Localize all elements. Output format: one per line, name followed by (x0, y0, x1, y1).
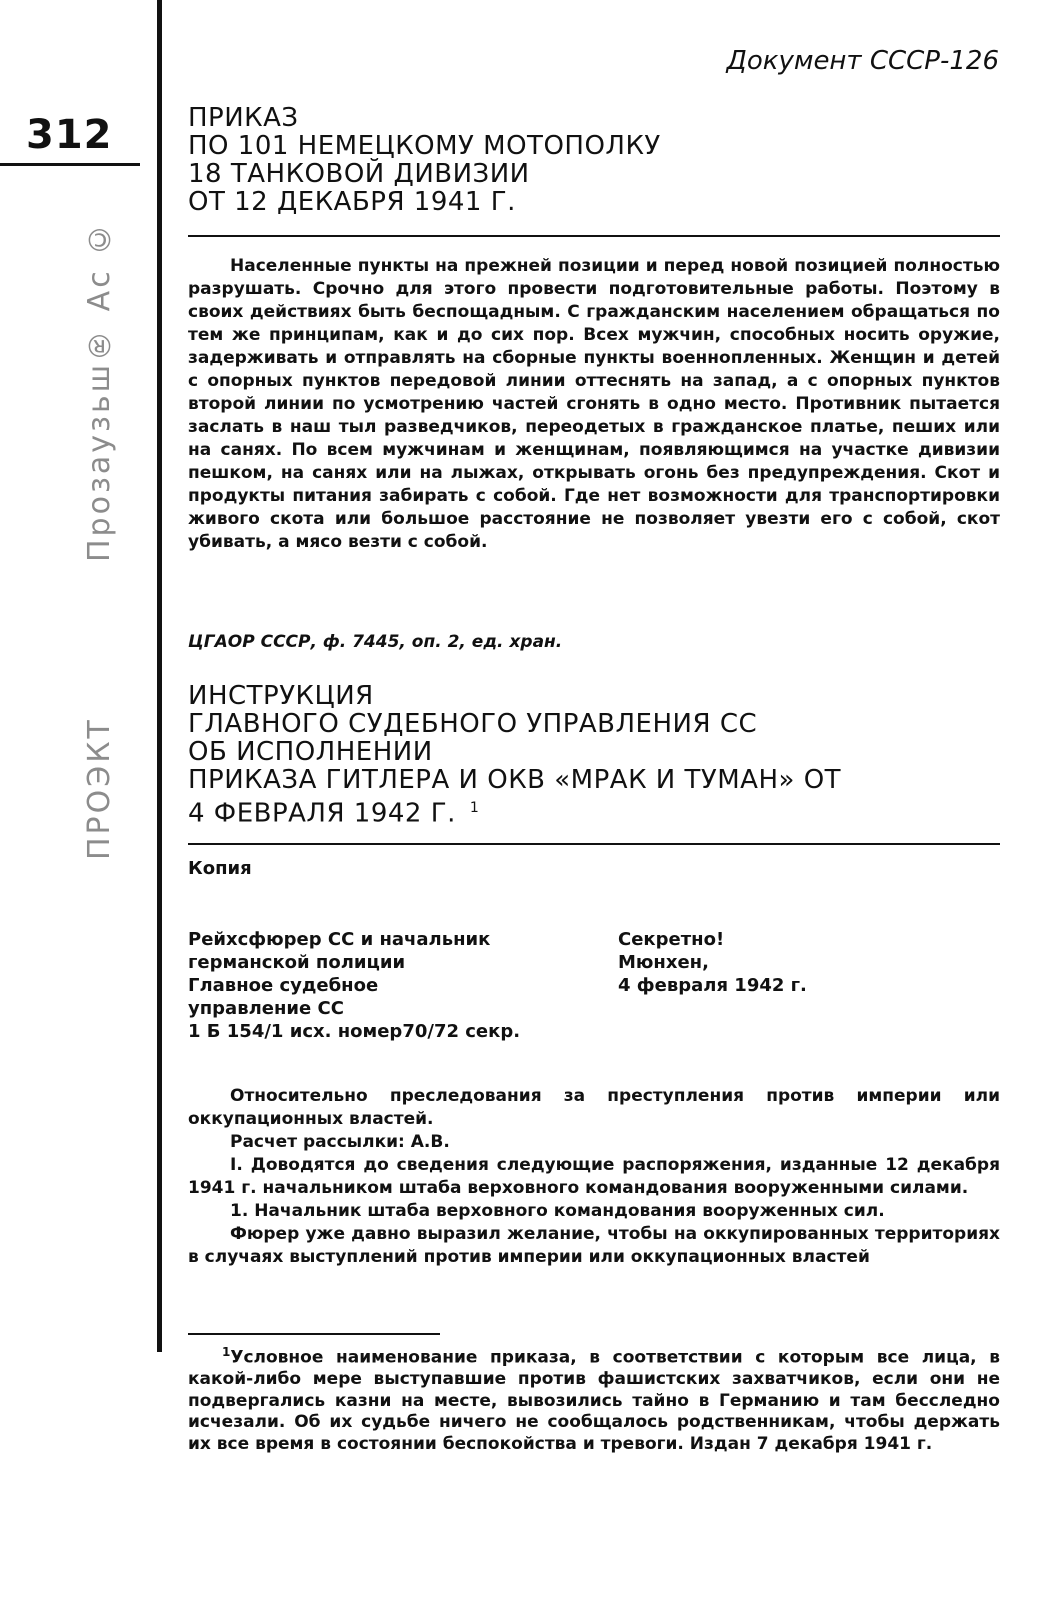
page-number: 312 (26, 112, 113, 158)
doc2-title-line: ГЛАВНОГО СУДЕБНОГО УПРАВЛЕНИЯ СС (188, 709, 758, 739)
secrecy-block (618, 928, 807, 997)
doc2-title-footnote-mark: 1 (469, 800, 480, 816)
doc2-paragraph: Относительно преследования за преступления против империи или оккупационных властей. (188, 1086, 1000, 1129)
sender-block (188, 928, 520, 1043)
sender-line: управление СС (188, 998, 344, 1019)
secrecy-line: Секретно! (618, 929, 725, 950)
doc2-title-date: 4 ФЕВРАЛЯ 1942 Г. (188, 798, 456, 829)
doc1-title-line: 18 ТАНКОВОЙ ДИВИЗИИ (188, 159, 530, 189)
doc2-body (188, 1085, 1000, 1269)
doc2-title-line: ПРИКАЗА ГИТЛЕРА И ОКВ «МРАК И ТУМАН» ОТ (188, 765, 842, 795)
document-reference: Документ СССР-126 (726, 46, 999, 76)
doc1-archive-source: ЦГАОР СССР, ф. 7445, оп. 2, ед. хран. (188, 632, 563, 652)
sender-line: Главное судебное (188, 975, 379, 996)
margin-stamp-bottom: ПРОЭКТ (82, 717, 117, 860)
secrecy-line: Мюнхен, (618, 952, 709, 973)
page-number-rule (0, 163, 140, 166)
doc1-paragraph: Населенные пункты на прежней позиции и перед новой позицией полностью разрушать. Срочно для этого провести подготовительные работы. Поэтому в своих действиях быть беспощадным. С гражданским населением обращаться по тем же принципам, как и до сих пор. Всех мужчин, способных носить оружие, задерживать и отправлять на сборные пункты военнопленных. Женщин и детей с опорных пунктов передовой линии оттеснять на запад, а с опорных пунктов второй линии по усмотрению частей сгонять в одно место. Противник пытается заслать в наш тыл разведчиков, переодетых в гражданское платье, пеших или на санях. По всем мужчинам и женщинам, появляющимся на участке дивизии пешком, на санях или на лыжах, открывать огонь без предупреждения. Скот и продукты питания забирать с собой. Где нет возможности для транспортировки живого скота или большое расстояние не позволяет увезти его с собой, скот убивать, а мясо везти с собой. (188, 256, 1000, 552)
doc1-title-line: ПО 101 НЕМЕЦКОМУ МОТОПОЛКУ (188, 131, 661, 161)
footnote-paragraph (188, 1342, 1000, 1455)
margin-stamp-top: Прозаузьш® Ас © (82, 217, 117, 562)
sender-line: 1 Б 154/1 исх. номер70/72 секр. (188, 1021, 521, 1042)
secrecy-line: 4 февраля 1942 г. (618, 975, 807, 996)
doc2-title-line (188, 794, 841, 828)
footnote-text: Условное наименование приказа, в соответствии с которым все лица, в какой-либо мере выступавшие против фашистских захватчиков, если они не подвергались казни на месте, вывозились тайно в Германию и там бесследно исчезали. Об их судьбе ничего не сообщалось родственникам, чтобы держать их все время в состоянии беспокойства и тревоги. Издан 7 декабря 1941 г. (188, 1347, 1000, 1454)
doc2-title (188, 682, 841, 828)
footnote-rule (188, 1333, 440, 1335)
footnote-mark: 1 (222, 1345, 231, 1359)
doc2-paragraph: I. Доводятся до сведения следующие распоряжения, изданные 12 декабря 1941 г. начальником штаба верховного командования вооруженными силами. (188, 1155, 1000, 1198)
doc2-paragraph: Расчет рассылки: А.В. (230, 1132, 450, 1152)
doc2-paragraph: 1. Начальник штаба верховного командования вооруженных сил. (230, 1201, 885, 1221)
footnote (188, 1342, 1000, 1455)
sender-line: Рейхсфюрер СС и начальник (188, 929, 491, 950)
doc1-title-line: ОТ 12 ДЕКАБРЯ 1941 Г. (188, 187, 516, 217)
doc1-title (188, 104, 661, 216)
sender-line: германской полиции (188, 952, 406, 973)
margin-vertical-rule (157, 0, 162, 1352)
doc2-title-line: ИНСТРУКЦИЯ (188, 681, 374, 711)
doc1-title-line: ПРИКАЗ (188, 103, 299, 133)
doc2-paragraph: Фюрер уже давно выразил желание, чтобы на оккупированных территориях в случаях выступлений против империи или оккупационных властей (188, 1224, 1000, 1267)
copy-label: Копия (188, 858, 252, 879)
doc2-title-rule (188, 843, 1000, 845)
doc1-title-rule (188, 235, 1000, 237)
doc2-title-line: ОБ ИСПОЛНЕНИИ (188, 737, 433, 767)
doc1-body (188, 255, 1000, 554)
